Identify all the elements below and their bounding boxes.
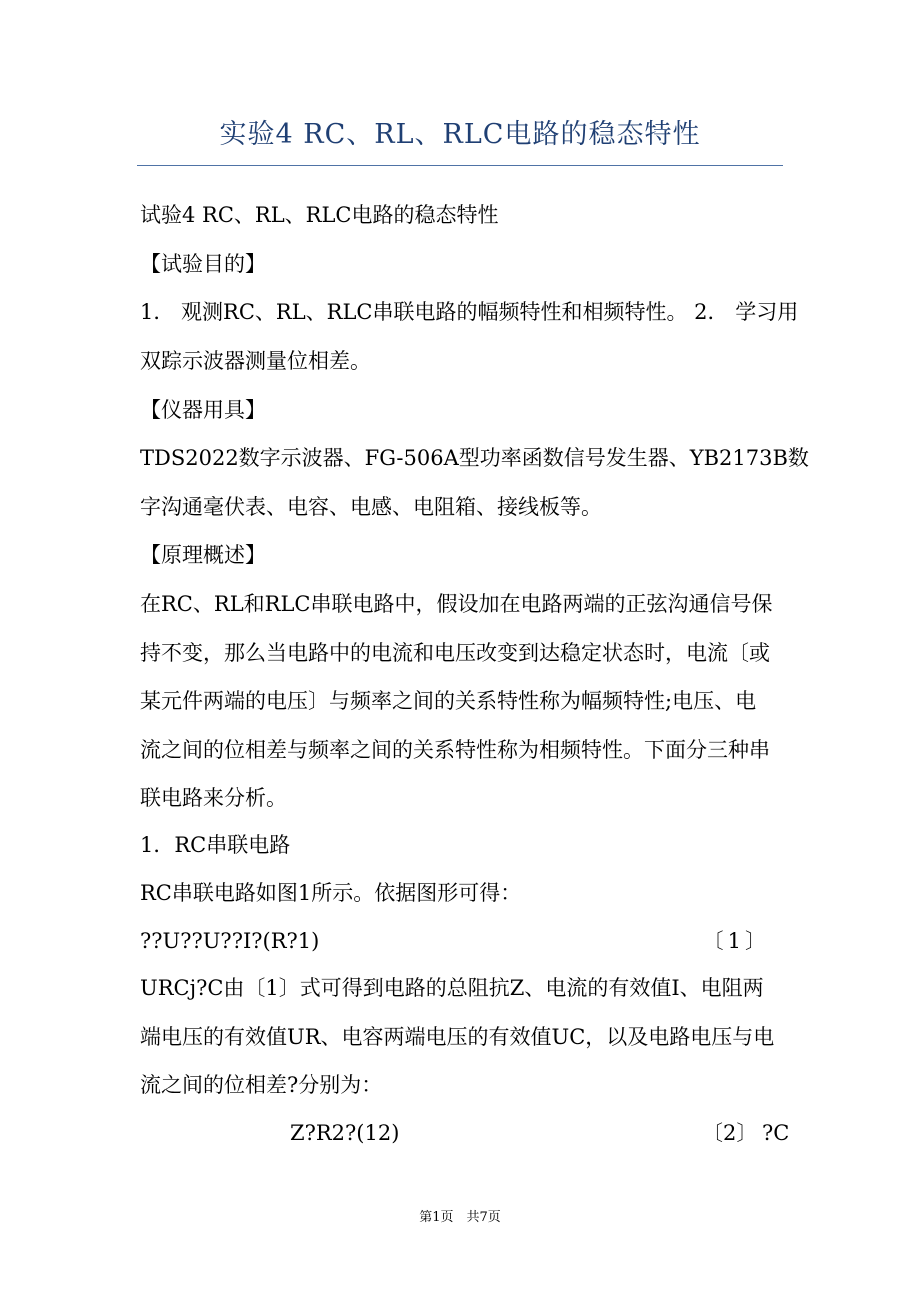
body-line: URCj?C由〔1〕式可得到电路的总阻抗Z、电流的有效值I、电阻两 (140, 976, 764, 1000)
equation-2-tail: ?C (762, 1121, 790, 1145)
page-title: 实验4 RC、RL、RLC电路的稳态特性 (219, 119, 701, 150)
equation-1-number: 〔1〕 (702, 929, 770, 953)
equation-1 (140, 928, 780, 954)
body-line: 在RC、RL和RLC串联电路中，假设加在电路两端的正弦沟通信号保 (140, 592, 773, 616)
body-line: 1． 观测RC、RL、RLC串联电路的幅频特性和相频特性。 2． 学习用 (140, 300, 799, 324)
body-line: 双踪示波器测量位相差。 (140, 349, 371, 373)
subsection-heading: 1．RC串联电路 (140, 833, 291, 857)
equation-2-text: Z?R2?(12) (290, 1121, 400, 1145)
body-line: 联电路来分析。 (140, 786, 287, 810)
body-line: 持不变，那么当电路中的电流和电压改变到达稳定状态时，电流〔或 (140, 641, 770, 665)
body-line: 流之间的位相差?分别为： (140, 1073, 383, 1097)
body-line: RC串联电路如图1所示。依据图形可得： (140, 881, 522, 905)
body-line: 字沟通毫伏表、电容、电感、电阻箱、接线板等。 (140, 495, 602, 519)
section-heading: 【仪器用具】 (140, 398, 266, 422)
equation-1-text: ??U??U??I?(R?1) (140, 929, 320, 953)
body-line: 流之间的位相差与频率之间的关系特性称为相频特性。下面分三种串 (140, 738, 770, 762)
title-rule (137, 165, 783, 166)
body-line: 某元件两端的电压〕与频率之间的关系特性称为幅频特性;电压、电 (140, 689, 757, 713)
body-line: TDS2022数字示波器、FG-506A型功率函数信号发生器、YB2173B数 (140, 446, 809, 470)
equation-2-number: 〔2〕 (702, 1121, 758, 1145)
body-line: 端电压的有效值UR、电容两端电压的有效值UC，以及电路电压与电 (140, 1025, 775, 1049)
body-line: 试验4 RC、RL、RLC电路的稳态特性 (140, 203, 499, 227)
section-heading: 【试验目的】 (140, 252, 266, 276)
page-footer: 第1页 共7页 (419, 1210, 501, 1225)
section-heading: 【原理概述】 (140, 543, 266, 567)
